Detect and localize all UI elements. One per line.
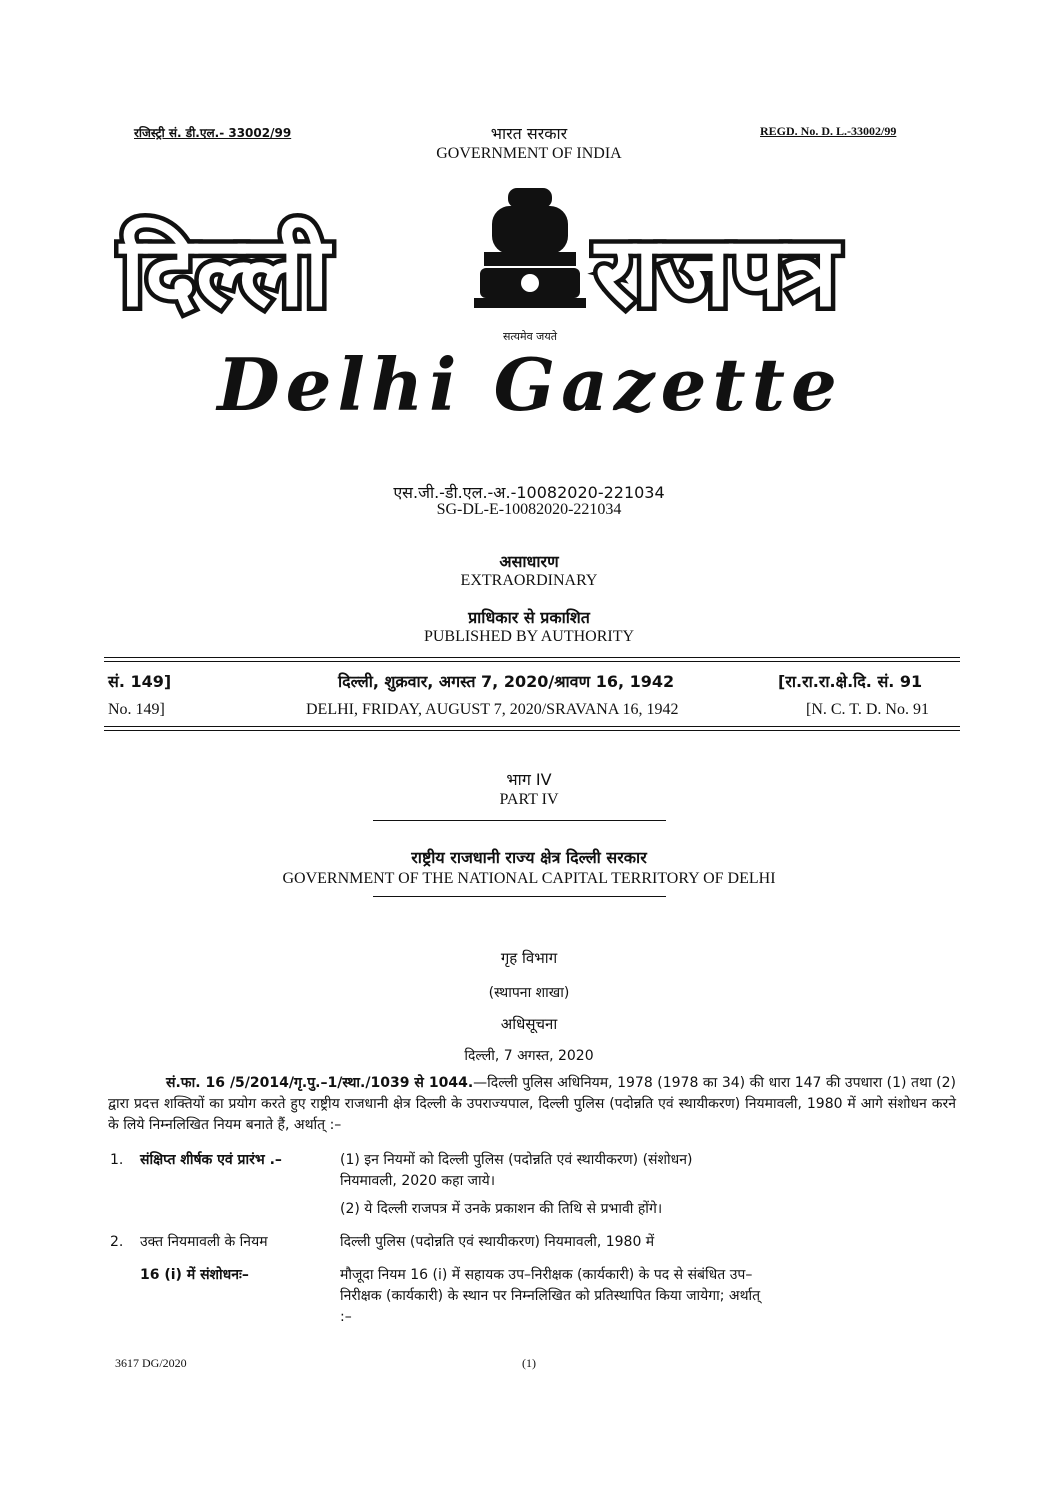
masthead-graphic — [110, 180, 950, 420]
issue-band-top-rule-2 — [104, 661, 960, 662]
registration-number-english: REGD. No. D. L.-33002/99 — [760, 124, 897, 138]
part-english: PART IV — [499, 791, 559, 808]
issue-number-english: No. 149] — [108, 701, 165, 718]
published-by-authority-hindi: प्राधिकार से प्रकाशित — [468, 608, 590, 627]
government-hindi: भारत सरकार — [490, 124, 568, 143]
file-reference: सं.फा. 16 /5/2014/गृ.पु.–1/स्था./1039 से 1044. — [166, 1075, 474, 1091]
government-rule — [373, 896, 666, 897]
issue-number-hindi: सं. 149] — [108, 672, 172, 691]
extraordinary-english: EXTRAORDINARY — [460, 572, 598, 589]
rule-2-heading-line-2: 16 (i) में संशोधनः– — [140, 1267, 249, 1283]
government-english: GOVERNMENT OF INDIA — [436, 145, 622, 162]
footer-code: 3617 DG/2020 — [115, 1356, 187, 1370]
gazette-id-hindi: एस.जी.-डी.एल.-अ.-10082020-221034 — [393, 483, 665, 502]
rule-1-clause-2: (2) ये दिल्ली राजपत्र में उनके प्रकाशन की तिथि से प्रभावी होंगे। — [340, 1201, 663, 1217]
national-emblem-icon — [474, 188, 586, 308]
issue-date-hindi: दिल्ली, शुक्रवार, अगस्त 7, 2020/श्रावण 16, 1942 — [338, 672, 675, 691]
notification-intro-text: —दिल्ली पुलिस अधिनियम, 1978 (1978 का 34) की धारा 147 की उपधारा (1) तथा (2) द्वारा प्रदत्त शक्तियों का प्रयोग करते हुए राष्ट्रीय राजधानी क्षेत्र दिल्ली के उपराज्यपाल, दिल्ली पुलिस (पदोन्नति एवं स्थायीकरण) नियमावली, 1980 में आगे संशोधन करने के लिये निम्नलिखित नियम बनाते हैं, अर्थात् :– — [108, 1075, 956, 1133]
rule-2-text-1: दिल्ली पुलिस (पदोन्नति एवं स्थायीकरण) नियमावली, 1980 में — [340, 1234, 655, 1250]
nct-government-hindi: राष्ट्रीय राजधानी राज्य क्षेत्र दिल्ली सरकार — [411, 848, 647, 867]
registration-number-hindi: रजिस्ट्री सं. डी.एल.- 33002/99 — [134, 126, 292, 140]
page-number: (1) — [522, 1356, 536, 1370]
nct-government-english: GOVERNMENT OF THE NATIONAL CAPITAL TERRITORY OF DELHI — [282, 870, 776, 887]
branch-title: (स्थापना शाखा) — [488, 985, 570, 1001]
rule-1-heading: संक्षिप्त शीर्षक एवं प्रारंभ .– — [140, 1152, 282, 1168]
masthead-title-english: Delhi Gazette — [217, 342, 843, 420]
part-rule — [373, 820, 666, 821]
extraordinary-hindi: असाधारण — [499, 552, 559, 571]
emblem-motto: सत्यमेव जयते — [502, 330, 558, 343]
notification-title: अधिसूचना — [500, 1015, 558, 1033]
issue-band-top-rule — [104, 657, 960, 658]
issue-date-english: DELHI, FRIDAY, AUGUST 7, 2020/SRAVANA 16, 1942 — [306, 701, 679, 718]
masthead-title-hindi-right: राजपत्र — [595, 216, 838, 328]
masthead-title-hindi-left: दिल्ली — [120, 216, 330, 328]
issue-band-bottom-rule — [104, 726, 960, 727]
department-title: गृह विभाग — [500, 949, 558, 967]
nctd-number-english: [N. C. T. D. No. 91 — [806, 701, 929, 718]
issue-band-bottom-rule-2 — [104, 730, 960, 731]
nctd-number-hindi: [रा.रा.रा.क्षे.दि. सं. 91 — [778, 672, 923, 691]
rule-1-clause-1: (1) इन नियमों को दिल्ली पुलिस (पदोन्नति एवं स्थायीकरण) (संशोधन) नियमावली, 2020 कहा जाये। — [340, 1152, 693, 1189]
gazette-id-english: SG-DL-E-10082020-221034 — [436, 501, 622, 518]
part-hindi: भाग IV — [506, 770, 552, 789]
rule-1-number: 1. — [110, 1152, 124, 1168]
published-by-authority-english: PUBLISHED BY AUTHORITY — [423, 628, 635, 645]
masthead — [110, 180, 950, 420]
rule-2-text-2: मौजूदा नियम 16 (i) में सहायक उप–निरीक्षक (कार्यकारी) के पद से संबंधित उप–निरीक्षक (कार्यकारी) के स्थान पर निम्नलिखित को प्रतिस्थापित किया जायेगा; अर्थात् :– — [340, 1267, 761, 1325]
notification-place-date: दिल्ली, 7 अगस्त, 2020 — [464, 1048, 594, 1064]
rule-2-heading-line-1: उक्त नियमावली के नियम — [140, 1234, 268, 1250]
notification-intro-paragraph — [108, 1073, 956, 1136]
rule-2-number: 2. — [110, 1234, 124, 1250]
